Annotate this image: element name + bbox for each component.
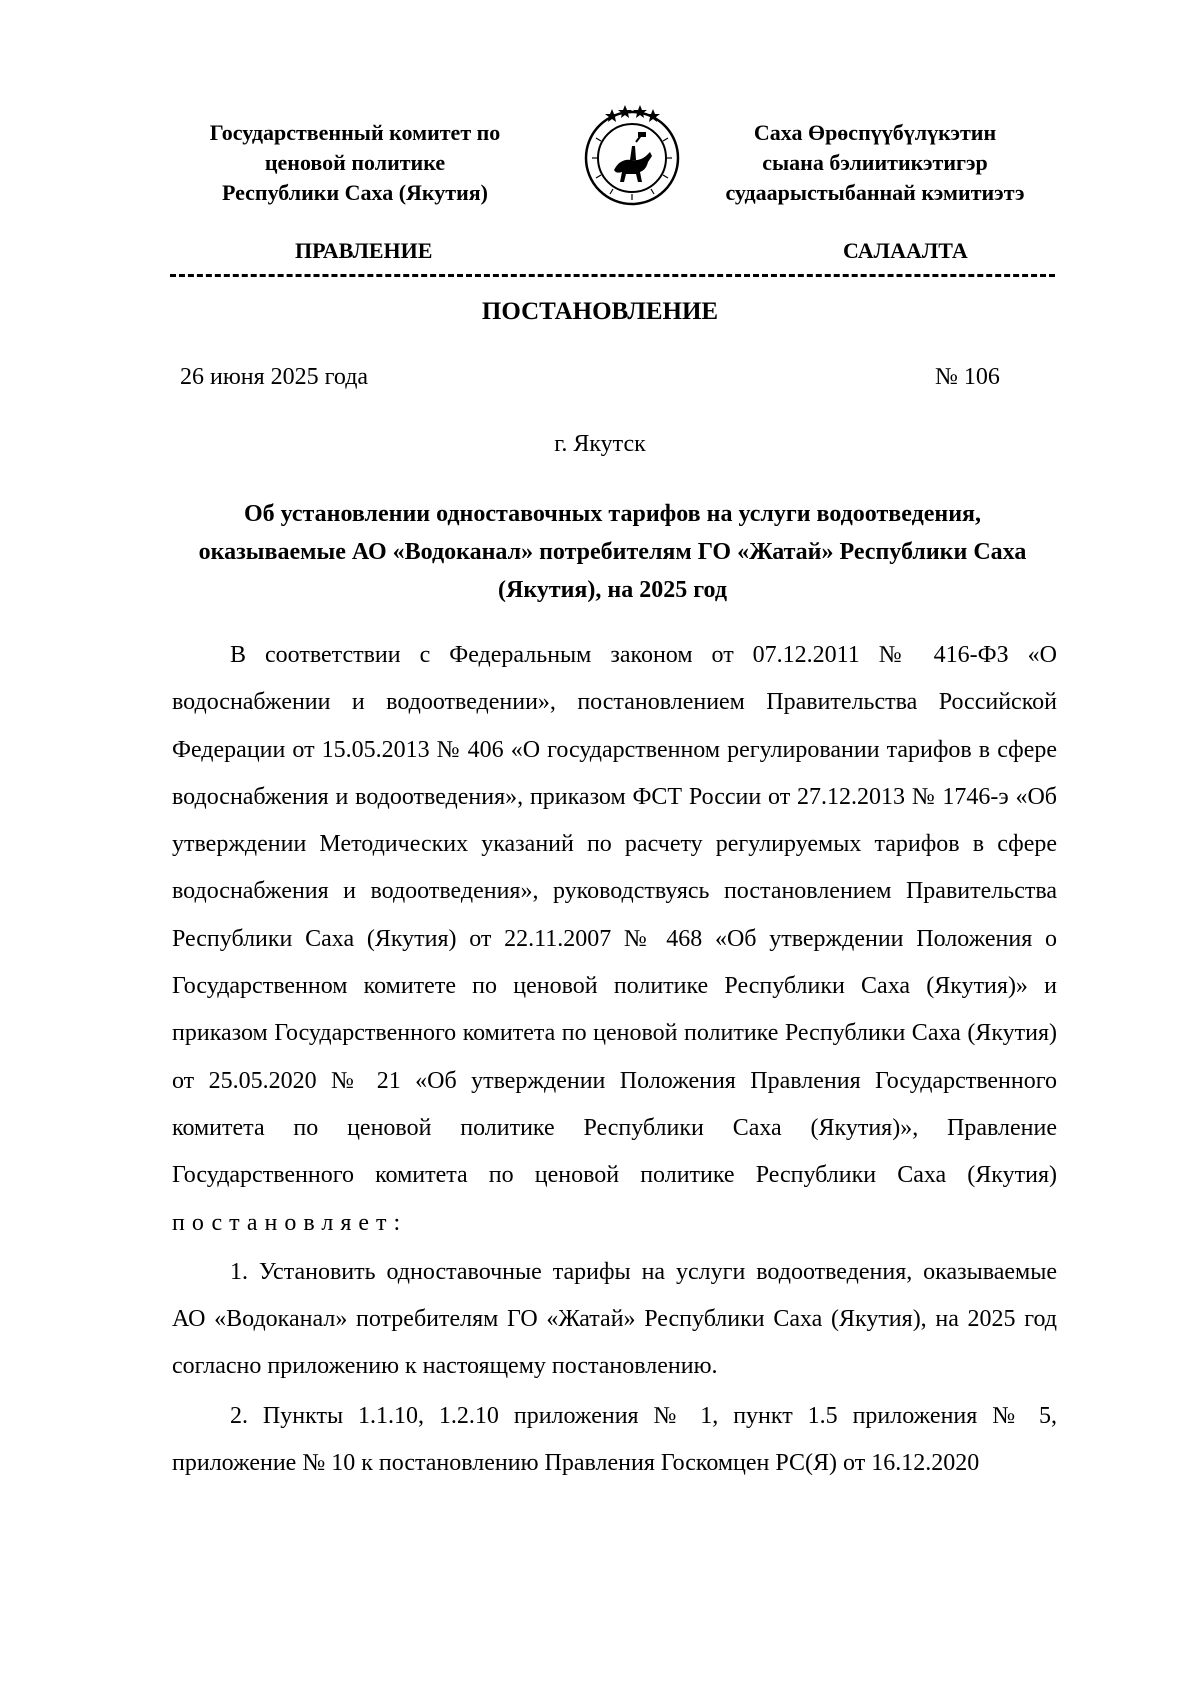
document-number: № 106	[935, 364, 1000, 390]
preamble-text: В соответствии с Федеральным законом от 07.12.2011 № 416-ФЗ «О водоснабжении и водоотведении», постановлением Правительства Российской Федерации от 15.05.2013 № 406 «О государственном регулировании тарифов в сфере водоснабжения и водоотведения», приказом ФСТ России от 27.12.2013 № 1746-э «Об утверждении Методических указаний по расчету регулируемых тарифов в сфере водоснабжения и водоотведения», руководствуясь постановлением Правительства Республики Саха (Якутия) от 22.11.2007 № 468 «Об утверждении Положения о Государственном комитете по ценовой политике Республики Саха (Якутия)» и приказом Государственного комитета по ценовой политике Республики Саха (Якутия) от 25.05.2020 № 21 «Об утверждении Положения Правления Государственного комитета по ценовой политике Республики Саха (Якутия)», Правление Государственного комитета по ценовой политике Республики Саха (Якутия)	[172, 642, 1057, 1189]
board-label-russian: ПРАВЛЕНИЕ	[295, 238, 433, 263]
board-label-yakut: САЛААЛТА	[843, 238, 968, 263]
preamble-paragraph	[172, 632, 1057, 1247]
coat-of-arms-emblem-icon	[580, 104, 684, 208]
issuer-line: сыана бэлиитикэтигэр	[762, 150, 988, 175]
document-subject: Об установлении одноставочных тарифов на услуги водоотведения, оказываемые АО «Водоканал» потребителям ГО «Жатай» Республики Саха (Якутия), на 2025 год	[198, 501, 1027, 603]
issuer-line: Государственный комитет по	[209, 120, 501, 145]
document-city: г. Якутск	[554, 431, 646, 457]
item-1-paragraph: 1. Установить одноставочные тарифы на услуги водоотведения, оказываемые АО «Водоканал» потребителям ГО «Жатай» Республики Саха (Якутия), на 2025 год согласно приложению к настоящему постановлению.	[172, 1258, 1057, 1380]
issuer-line: ценовой политике	[264, 150, 446, 175]
item-2-paragraph: 2. Пункты 1.1.10, 1.2.10 приложения № 1, пункт 1.5 приложения № 5, приложение № 10 к постановлению Правления Госкомцен РС(Я) от 16.12.2020	[172, 1402, 1057, 1477]
document-body	[172, 632, 1057, 1487]
issuer-line: Республики Саха (Якутия)	[221, 180, 489, 205]
issuer-line: Саха Өрөспүүбүлүкэтин	[753, 120, 997, 145]
dashed-separator	[170, 270, 1055, 284]
document-type-title: ПОСТАНОВЛЕНИЕ	[481, 298, 719, 325]
document-date: 26 июня 2025 года	[180, 364, 369, 390]
issuer-line: судаарыстыбаннай кэмитиэтэ	[725, 180, 1025, 205]
issuer-name-russian	[180, 118, 530, 208]
issuer-name-yakut	[700, 118, 1050, 208]
resolves-word: постановляет:	[172, 1209, 408, 1236]
